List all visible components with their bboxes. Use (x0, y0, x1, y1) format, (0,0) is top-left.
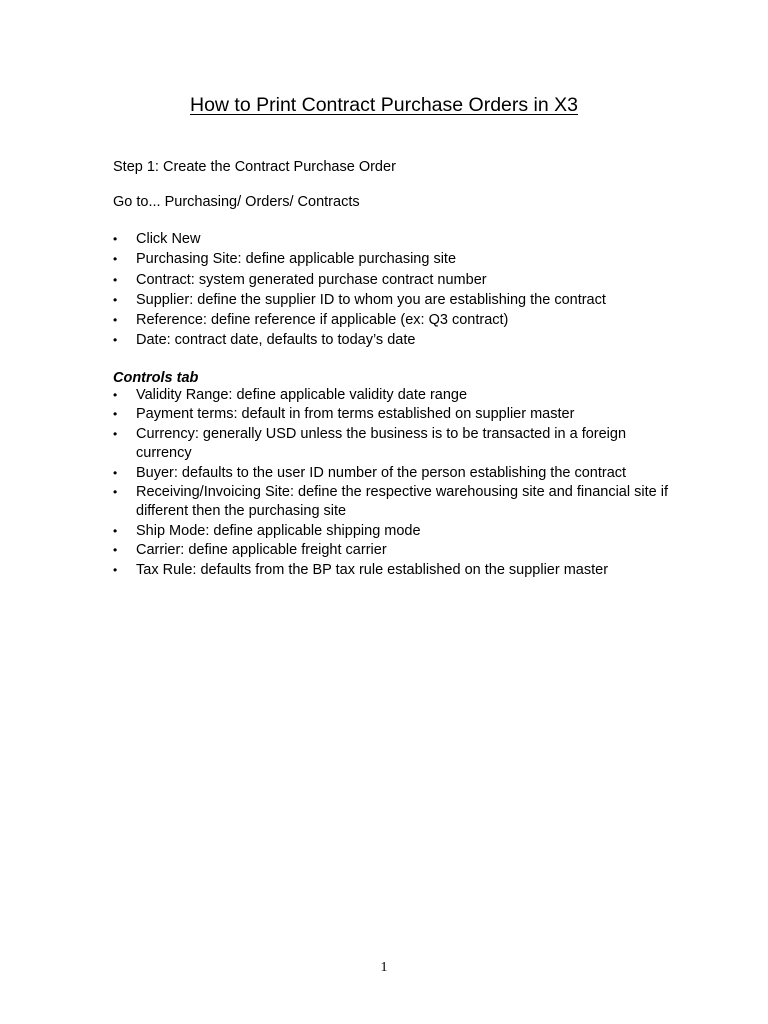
bullet-icon: • (113, 313, 118, 328)
list-item (113, 229, 673, 249)
bullet-icon: • (113, 407, 118, 422)
bullet-icon: • (113, 426, 118, 441)
list-item-text: Purchasing Site: define applicable purchasing site (136, 251, 457, 268)
bullet-icon: • (113, 252, 118, 267)
list-item (113, 464, 673, 483)
bullet-icon: • (113, 292, 118, 307)
list-item-text: Tax Rule: defaults from the BP tax rule established on the supplier master (136, 561, 609, 578)
list-item-text: Validity Range: define applicable validity date range (136, 387, 468, 403)
list-item (113, 483, 673, 522)
list-item (113, 310, 673, 330)
bullet-icon: • (113, 232, 118, 246)
bullet-icon: • (113, 388, 118, 402)
list-item (113, 249, 673, 269)
list-item (113, 541, 673, 560)
list-item-text: Carrier: define applicable freight carrier (136, 542, 387, 559)
bullet-icon: • (113, 543, 118, 558)
list-item-text: Reference: define reference if applicable (ex: Q3 contract) (136, 312, 509, 329)
step-heading: Step 1: Create the Contract Purchase Order (113, 159, 396, 175)
list-item-text: Receiving/Invoicing Site: define the respective warehousing site and financial site if different then the purchasing site (136, 484, 668, 520)
controls-tab-heading: Controls tab (113, 370, 199, 386)
list-item-text: Date: contract date, defaults to today’s date (136, 332, 416, 349)
document-title: How to Print Contract Purchase Orders in X3 (190, 94, 578, 116)
bullet-icon: • (113, 333, 118, 348)
list-item (113, 290, 673, 310)
list-item (113, 330, 673, 350)
list-item-text: Ship Mode: define applicable shipping mode (136, 522, 421, 539)
list-item (113, 522, 673, 541)
bullet-icon: • (113, 485, 118, 500)
bullet-icon: • (113, 562, 118, 577)
bullet-icon: • (113, 523, 118, 538)
page-number: 1 (380, 960, 388, 975)
list-item-text: Payment terms: default in from terms established on supplier master (136, 406, 575, 423)
list-item (113, 270, 673, 290)
list-item-text: Contract: system generated purchase contract number (136, 271, 487, 288)
controls-list (113, 386, 673, 580)
list-item-text: Buyer: defaults to the user ID number of the person establishing the contract (136, 464, 627, 481)
list-item-text: Click New (136, 231, 201, 247)
list-item (113, 405, 673, 424)
bullet-icon: • (113, 272, 118, 287)
navigation-path: Go to... Purchasing/ Orders/ Contracts (113, 194, 360, 210)
setup-list (113, 229, 673, 351)
list-item-text: Supplier: define the supplier ID to whom you are establishing the contract (136, 291, 606, 308)
list-item (113, 386, 673, 405)
list-item-text: Currency: generally USD unless the business is to be transacted in a foreign currency (136, 425, 627, 462)
list-item (113, 561, 673, 580)
list-item (113, 425, 673, 464)
bullet-icon: • (113, 465, 118, 480)
